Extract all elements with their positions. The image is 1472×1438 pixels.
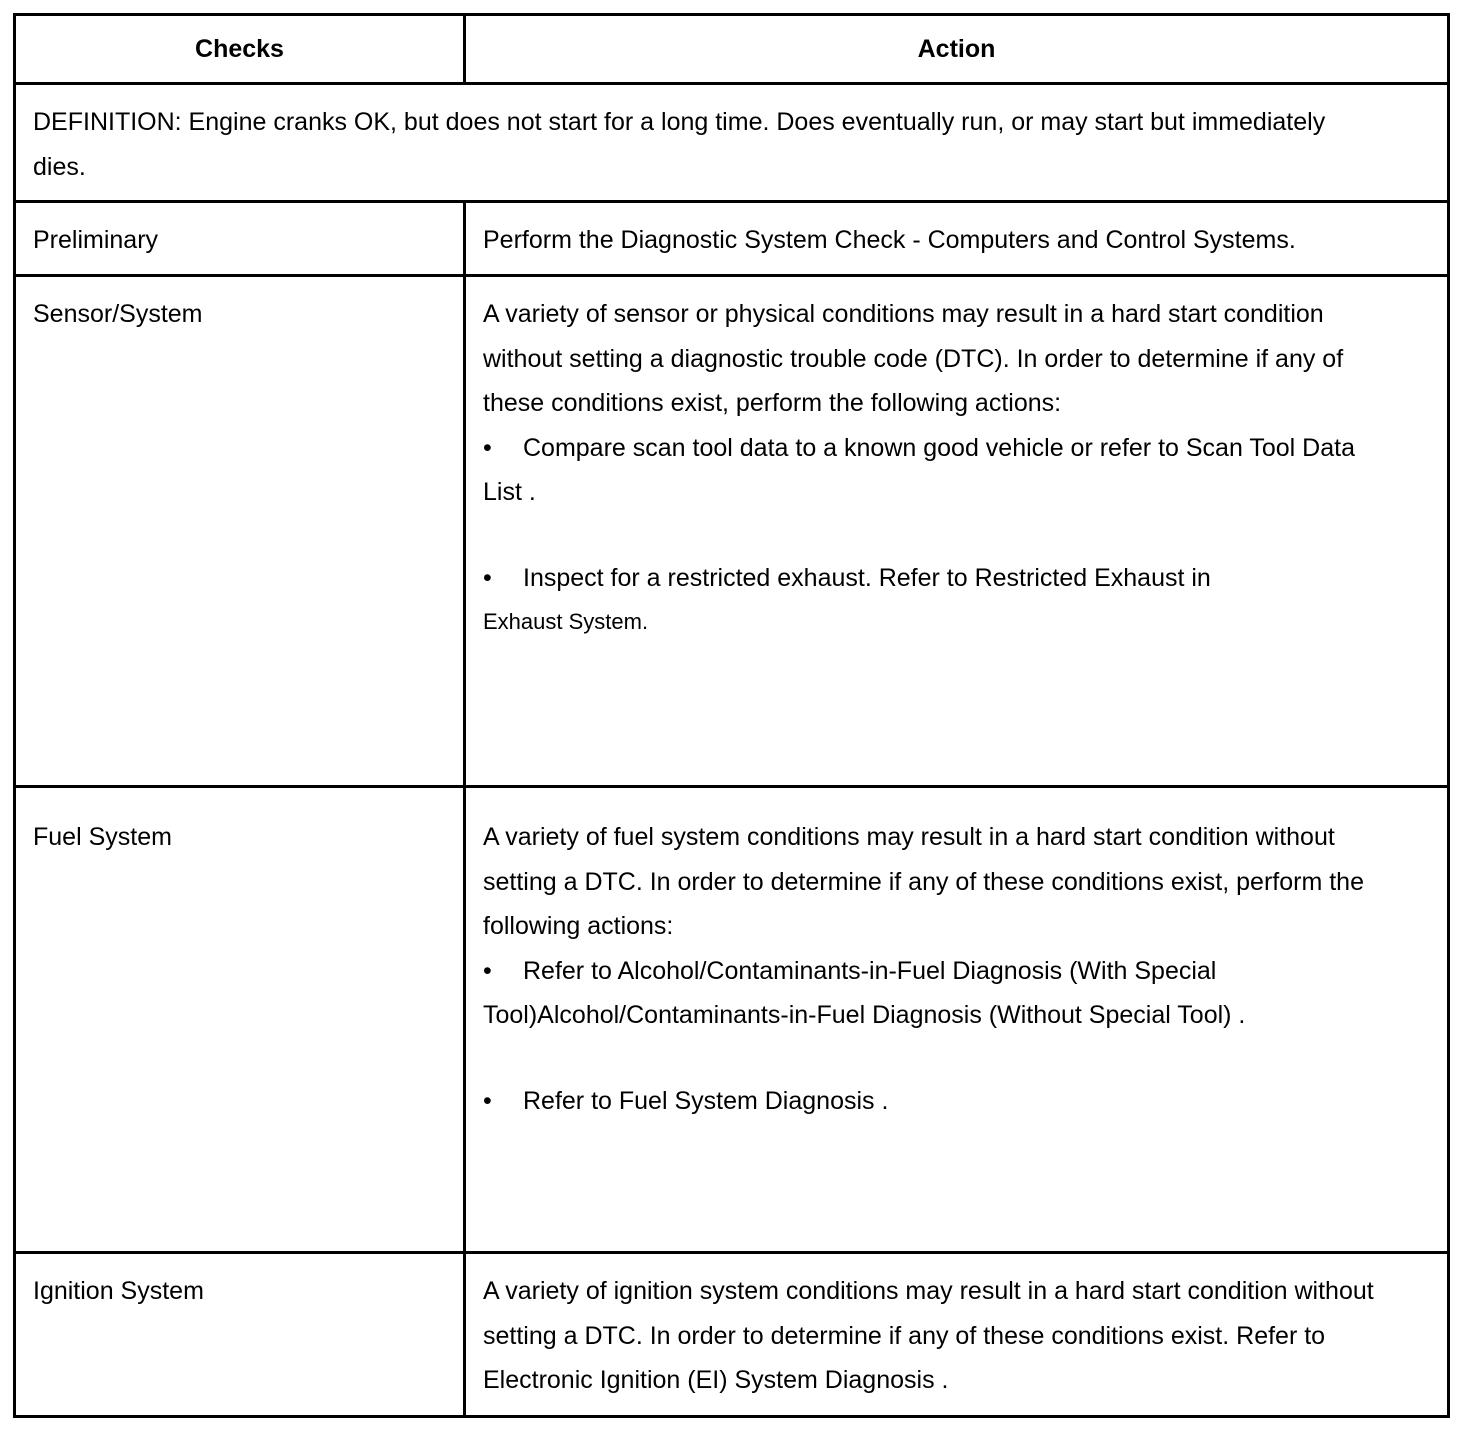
header-action: Action [465,15,1449,84]
definition-text: DEFINITION: Engine cranks OK, but does not start for a long time. Does eventually run, or may start but immediately dies. [33,108,1326,181]
header-row [15,15,1449,84]
action-block [466,788,1447,1123]
definition-row [15,84,1449,202]
bullet-item [483,949,1387,1038]
bullet-text: Refer to Fuel System Diagnosis . [523,1086,889,1115]
check-label: Fuel System [33,823,172,852]
header-checks: Checks [15,15,465,84]
diagnosis-table [13,13,1450,1418]
check-label: Sensor/System [33,300,203,329]
action-intro: A variety of fuel system conditions may result in a hard start condition without setting a DTC. In order to determine if any of these conditions exist, perform the following actions: [483,823,1364,941]
bullet-icon: • [483,956,492,985]
bullet-icon: • [483,1086,492,1115]
bullet-item [483,1079,1387,1124]
check-label: Ignition System [33,1277,204,1306]
bullet-text: Refer to Alcohol/Contaminants-in-Fuel Diagnosis (With Special Tool)Alcohol/Contaminants-in-Fuel Diagnosis (Without Special Tool) . [483,956,1246,1030]
reference-text: Exhaust System. [483,609,649,635]
bullet-item [483,426,1387,515]
bullet-icon: • [483,433,492,462]
bullet-text: Inspect for a restricted exhaust. Refer to Restricted Exhaust in [523,563,1211,592]
action-block [466,277,1447,645]
table-row [15,202,1449,276]
action-intro: A variety of sensor or physical conditions may result in a hard start condition without setting a diagnostic trouble code (DTC). In order to determine if any of these conditions exist, perform the following actions: [483,300,1344,418]
table-row [15,787,1449,1253]
action-text: Perform the Diagnostic System Check - Computers and Control Systems. [483,226,1296,255]
check-label: Preliminary [33,226,159,255]
action-text: A variety of ignition system conditions may result in a hard start condition without setting a DTC. In order to determine if any of these conditions exist. Refer to Electronic Ignition (EI) System Diagnosis . [483,1277,1374,1395]
bullet-text: Compare scan tool data to a known good vehicle or refer to Scan Tool Data List . [483,433,1355,507]
bullet-item [483,556,1387,601]
table-row [15,276,1449,787]
table-row [15,1253,1449,1417]
bullet-icon: • [483,563,492,592]
